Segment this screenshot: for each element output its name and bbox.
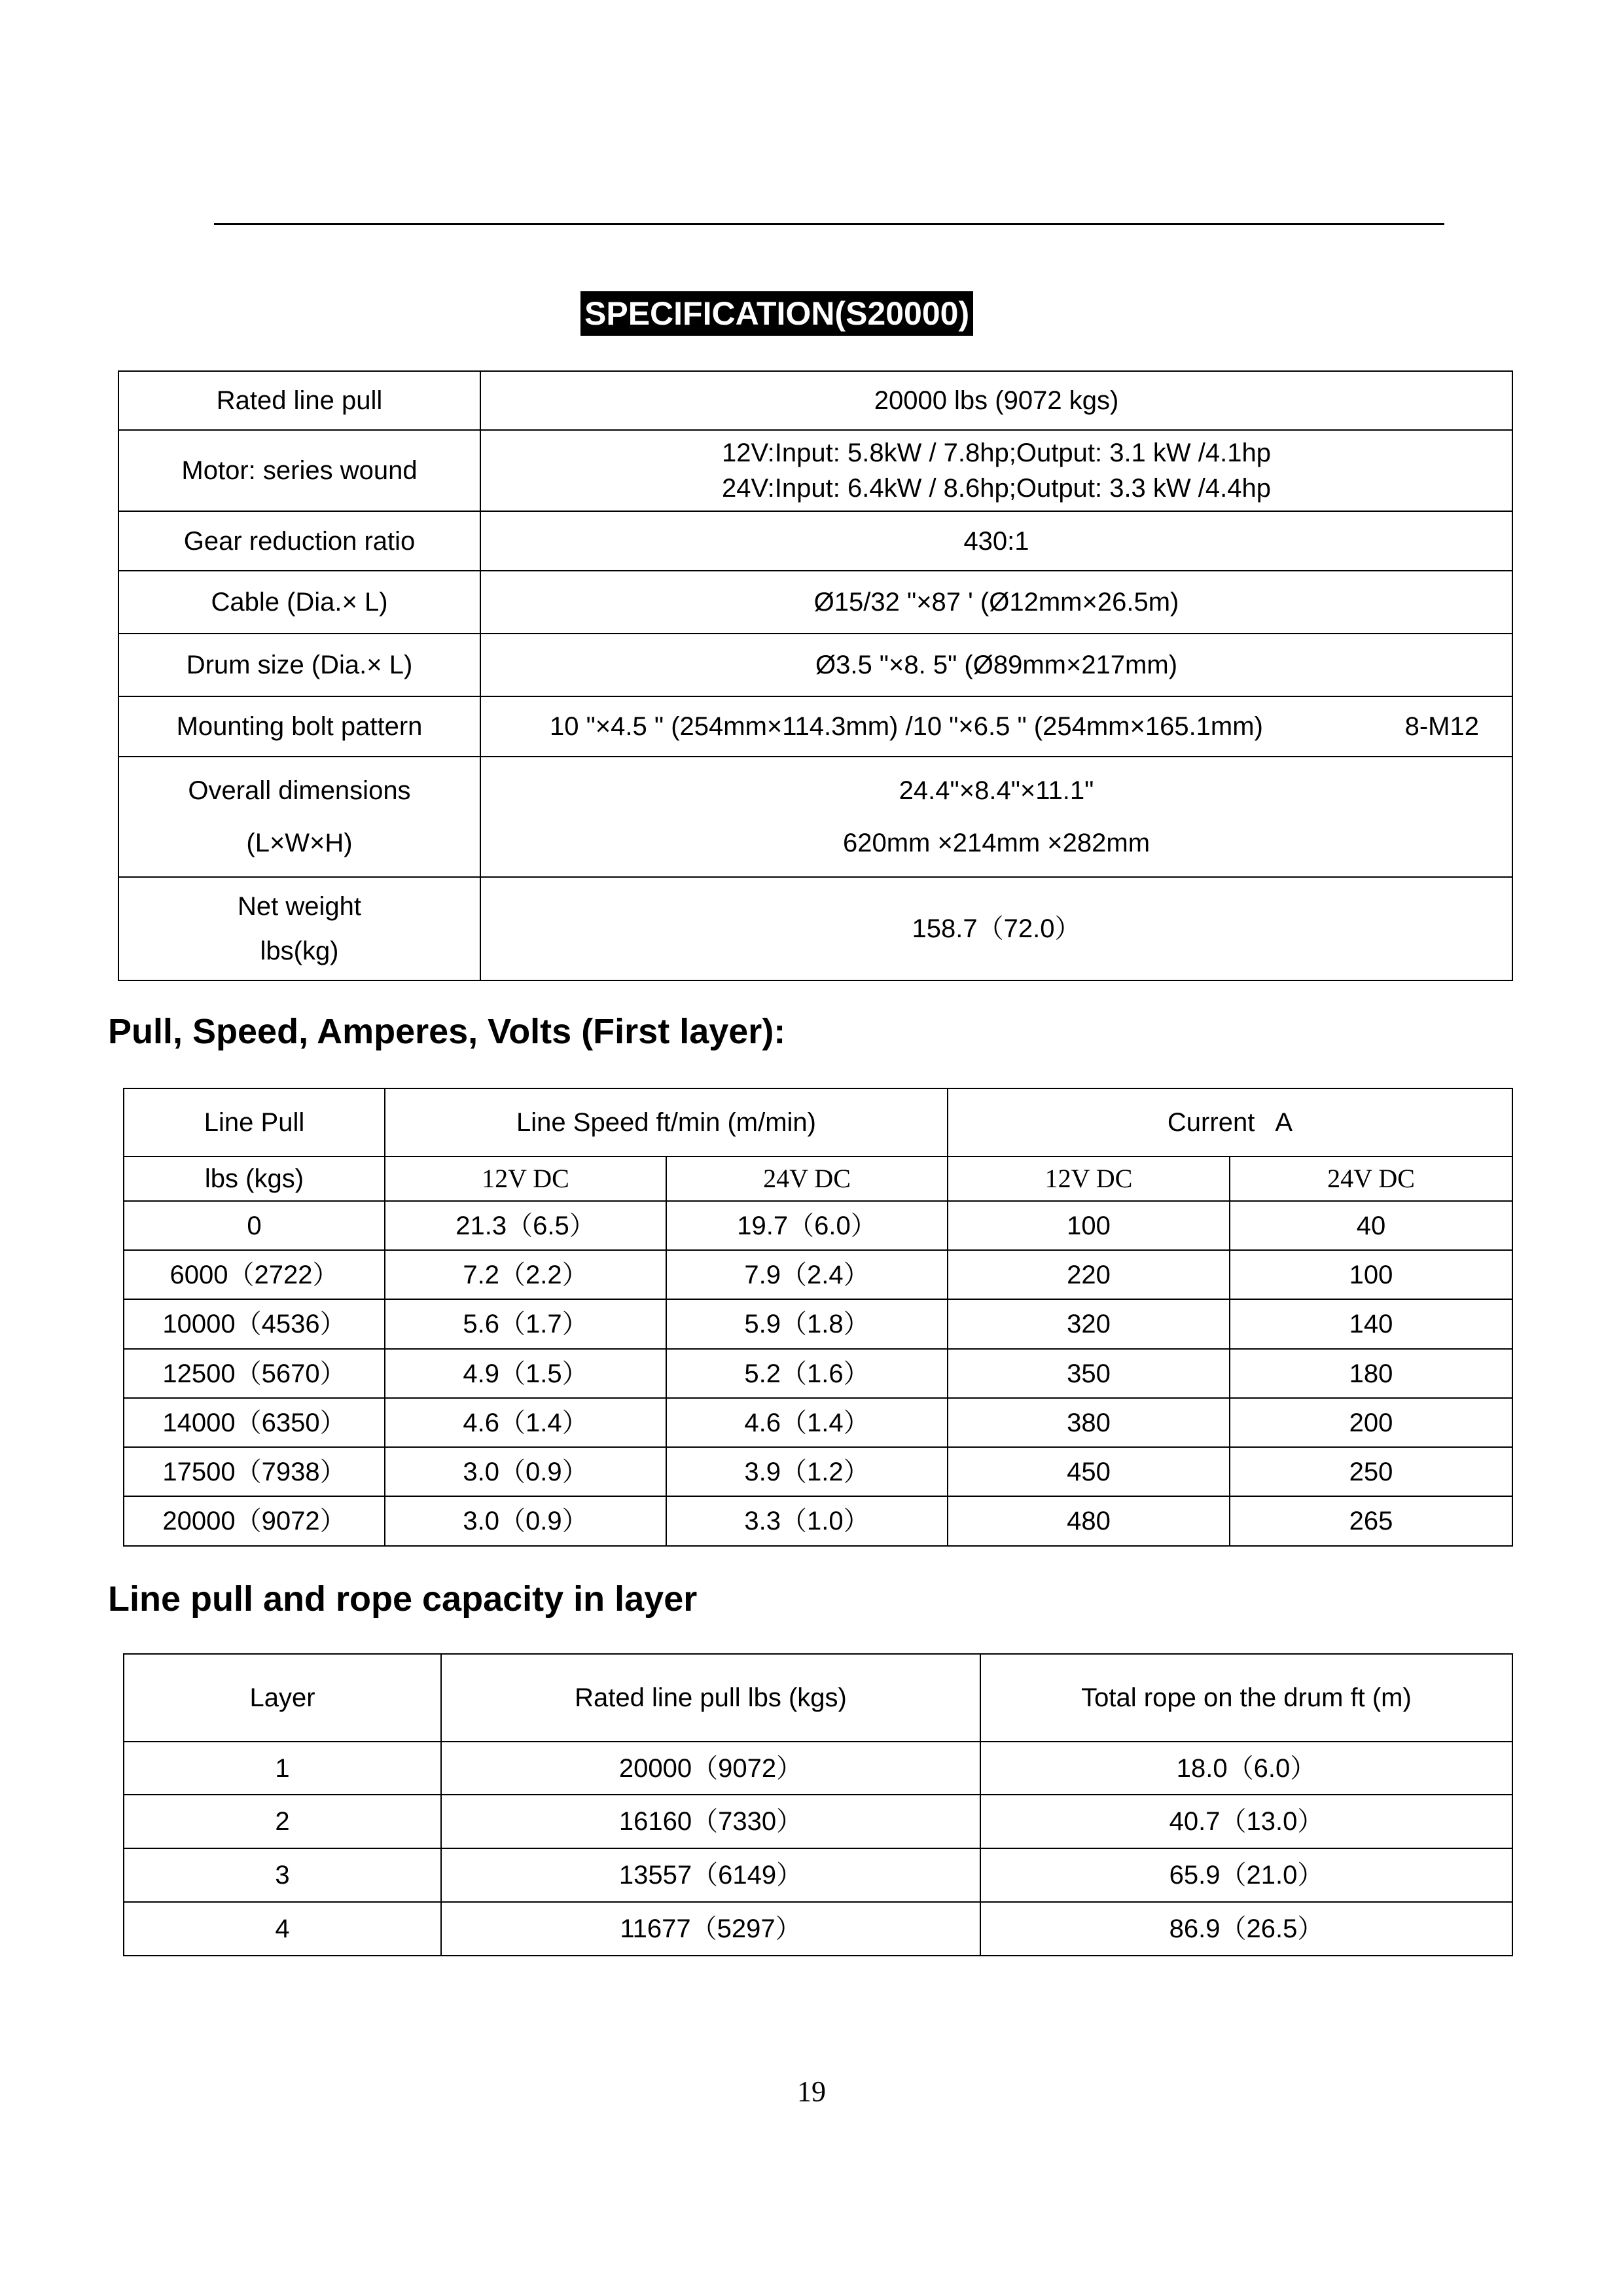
table-cell: 21.3（6.5） <box>385 1201 666 1250</box>
table-cell: 100 <box>1230 1250 1512 1299</box>
table-row <box>124 1742 1512 1795</box>
table-cell: 100 <box>948 1201 1230 1250</box>
motor-24v-text: 24V:Input: 6.4kW / 8.6hp;Output: 3.3 kW /4.4hp <box>721 474 1271 503</box>
table-row <box>124 1349 1512 1398</box>
column-header: Line Speed ft/min (m/min) <box>385 1088 948 1157</box>
table-row <box>124 1848 1512 1902</box>
table-cell: 19.7（6.0） <box>666 1201 948 1250</box>
spec-row-mounting <box>118 696 1512 757</box>
weight-label: Net weight <box>238 892 361 921</box>
column-subheader: 12V DC <box>948 1157 1230 1201</box>
motor-12v-text: 12V:Input: 5.8kW / 7.8hp;Output: 3.1 kW /4.1hp <box>721 439 1271 467</box>
speed-subheader-row <box>124 1157 1512 1201</box>
column-header: Layer <box>124 1654 441 1742</box>
column-subheader: 24V DC <box>666 1157 948 1201</box>
table-cell: 16160（7330） <box>441 1795 980 1848</box>
spec-row-rated-pull <box>118 371 1512 430</box>
table-cell: 3.0（0.9） <box>385 1496 666 1546</box>
table-cell: 40 <box>1230 1201 1512 1250</box>
table-cell: 380 <box>948 1398 1230 1447</box>
column-header: Rated line pull lbs (kgs) <box>441 1654 980 1742</box>
table-cell: 450 <box>948 1447 1230 1496</box>
spec-label: Rated line pull <box>118 371 480 430</box>
spec-row-dimensions <box>118 757 1512 877</box>
spec-label <box>118 877 480 980</box>
table-row <box>124 1902 1512 1956</box>
table-cell: 2 <box>124 1795 441 1848</box>
mounting-bolt-text: 8-M12 <box>1404 712 1479 741</box>
table-cell: 220 <box>948 1250 1230 1299</box>
table-row <box>124 1299 1512 1349</box>
rope-heading: Line pull and rope capacity in layer <box>108 1579 698 1619</box>
table-cell: 5.9（1.8） <box>666 1299 948 1349</box>
table-cell: 7.9（2.4） <box>666 1250 948 1299</box>
spec-label: Cable (Dia.× L) <box>118 571 480 634</box>
top-rule <box>214 223 1444 225</box>
table-cell: 12500（5670） <box>124 1349 385 1398</box>
table-cell: 3 <box>124 1848 441 1902</box>
spec-value: 158.7（72.0） <box>480 877 1512 980</box>
column-subheader: 12V DC <box>385 1157 666 1201</box>
spec-row-weight <box>118 877 1512 980</box>
table-cell: 14000（6350） <box>124 1398 385 1447</box>
weight-unit: lbs(kg) <box>260 937 339 965</box>
table-cell: 86.9（26.5） <box>980 1902 1512 1956</box>
table-cell: 65.9（21.0） <box>980 1848 1512 1902</box>
table-cell: 350 <box>948 1349 1230 1398</box>
spec-label <box>118 757 480 877</box>
table-cell: 7.2（2.2） <box>385 1250 666 1299</box>
column-subheader: 24V DC <box>1230 1157 1512 1201</box>
table-cell: 320 <box>948 1299 1230 1349</box>
spec-label: Drum size (Dia.× L) <box>118 634 480 696</box>
table-cell: 40.7（13.0） <box>980 1795 1512 1848</box>
spec-row-cable <box>118 571 1512 634</box>
dimensions-label: Overall dimensions <box>188 776 411 805</box>
table-cell: 4.6（1.4） <box>385 1398 666 1447</box>
spec-value <box>480 757 1512 877</box>
table-cell: 11677（5297） <box>441 1902 980 1956</box>
table-cell: 5.6（1.7） <box>385 1299 666 1349</box>
dimensions-label-axes: (L×W×H) <box>246 829 353 857</box>
table-row <box>124 1447 1512 1496</box>
column-subheader: lbs (kgs) <box>124 1157 385 1201</box>
table-cell: 3.0（0.9） <box>385 1447 666 1496</box>
table-cell: 1 <box>124 1742 441 1795</box>
spec-value: 430:1 <box>480 511 1512 571</box>
table-row <box>124 1496 1512 1546</box>
table-row <box>124 1201 1512 1250</box>
table-cell: 17500（7938） <box>124 1447 385 1496</box>
rope-table <box>123 1653 1513 1956</box>
table-cell: 18.0（6.0） <box>980 1742 1512 1795</box>
table-row <box>124 1795 1512 1848</box>
table-cell: 480 <box>948 1496 1230 1546</box>
spec-value <box>480 696 1512 757</box>
column-header: Current A <box>948 1088 1512 1157</box>
table-cell: 5.2（1.6） <box>666 1349 948 1398</box>
table-cell: 200 <box>1230 1398 1512 1447</box>
table-cell: 180 <box>1230 1349 1512 1398</box>
table-cell: 3.3（1.0） <box>666 1496 948 1546</box>
mounting-pattern-text: 10 "×4.5 " (254mm×114.3mm) /10 "×6.5 " (254mm×165.1mm) <box>550 712 1263 741</box>
page-number: 19 <box>797 2075 826 2108</box>
table-cell: 20000（9072） <box>124 1496 385 1546</box>
dimensions-inches: 24.4"×8.4"×11.1" <box>899 776 1094 805</box>
spec-value: Ø3.5 "×8. 5" (Ø89mm×217mm) <box>480 634 1512 696</box>
table-cell: 0 <box>124 1201 385 1250</box>
page-title: SPECIFICATION(S20000) <box>580 291 973 336</box>
table-cell: 6000（2722） <box>124 1250 385 1299</box>
spec-table <box>118 370 1513 981</box>
speed-header-row <box>124 1088 1512 1157</box>
table-cell: 20000（9072） <box>441 1742 980 1795</box>
spec-value <box>480 430 1512 511</box>
column-header: Line Pull <box>124 1088 385 1157</box>
dimensions-mm: 620mm ×214mm ×282mm <box>842 829 1150 857</box>
speed-table <box>123 1088 1513 1547</box>
rope-header-row <box>124 1654 1512 1742</box>
table-cell: 3.9（1.2） <box>666 1447 948 1496</box>
table-cell: 13557（6149） <box>441 1848 980 1902</box>
spec-row-drum <box>118 634 1512 696</box>
table-cell: 250 <box>1230 1447 1512 1496</box>
column-header: Total rope on the drum ft (m) <box>980 1654 1512 1742</box>
table-cell: 10000（4536） <box>124 1299 385 1349</box>
table-cell: 265 <box>1230 1496 1512 1546</box>
table-cell: 4.9（1.5） <box>385 1349 666 1398</box>
spec-label: Gear reduction ratio <box>118 511 480 571</box>
spec-label: Mounting bolt pattern <box>118 696 480 757</box>
table-cell: 4.6（1.4） <box>666 1398 948 1447</box>
spec-value: 20000 lbs (9072 kgs) <box>480 371 1512 430</box>
spec-value: Ø15/32 "×87 ' (Ø12mm×26.5m) <box>480 571 1512 634</box>
table-row <box>124 1398 1512 1447</box>
speed-heading: Pull, Speed, Amperes, Volts (First layer): <box>108 1012 786 1051</box>
table-row <box>124 1250 1512 1299</box>
table-cell: 4 <box>124 1902 441 1956</box>
spec-row-motor <box>118 430 1512 511</box>
spec-label: Motor: series wound <box>118 430 480 511</box>
spec-row-gear <box>118 511 1512 571</box>
table-cell: 140 <box>1230 1299 1512 1349</box>
